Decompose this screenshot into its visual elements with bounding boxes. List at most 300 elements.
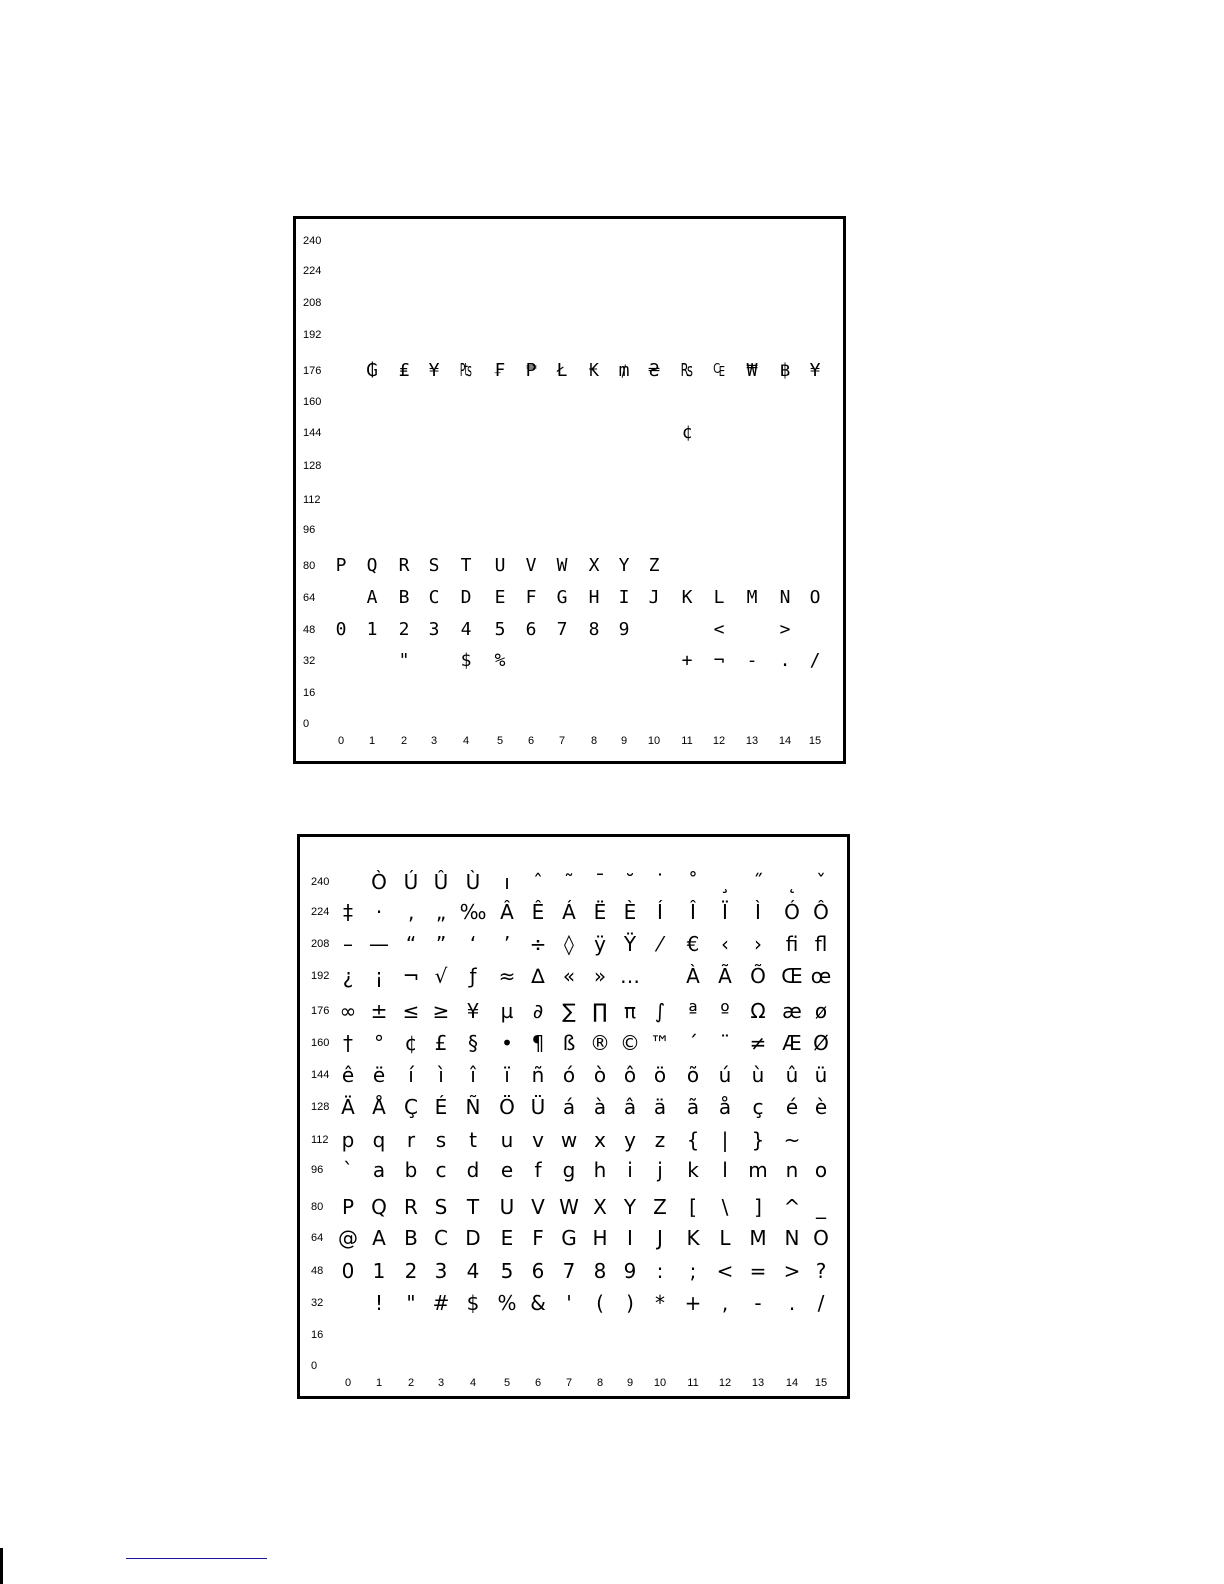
glyph-cell: ª <box>688 999 698 1023</box>
glyph-cell: ° <box>374 1031 384 1055</box>
glyph-cell: D <box>465 1226 481 1250</box>
glyph-cell: ◊ <box>564 932 574 956</box>
glyph-cell: $ <box>466 1291 480 1315</box>
glyph-cell: ≈ <box>498 964 516 988</box>
glyph-cell: U <box>494 555 506 576</box>
glyph-cell: í <box>408 1063 414 1087</box>
column-label: 7 <box>558 735 566 747</box>
glyph-cell: [ <box>689 1195 697 1219</box>
glyph-cell: ∫ <box>654 999 666 1023</box>
glyph-cell: ù <box>751 1063 765 1087</box>
glyph-cell: 9 <box>618 619 630 640</box>
glyph-cell: Í <box>657 900 663 924</box>
glyph-cell: ˝ <box>753 870 763 894</box>
row-label: 208 <box>303 297 322 309</box>
glyph-cell: ˆ <box>533 870 543 894</box>
glyph-cell: B <box>404 1226 418 1250</box>
glyph-cell: i <box>627 1158 633 1182</box>
row-label: 96 <box>303 524 316 536</box>
glyph-cell: 6 <box>531 1259 545 1283</box>
glyph-cell: ₩ <box>746 360 758 381</box>
glyph-cell: - <box>754 1291 762 1315</box>
glyph-cell: W <box>556 555 568 576</box>
glyph-cell: ñ <box>531 1063 545 1087</box>
glyph-cell: h <box>593 1158 607 1182</box>
glyph-cell: Ł <box>556 360 568 381</box>
glyph-cell: T <box>460 555 472 576</box>
glyph-cell: N <box>779 587 791 608</box>
column-label: 8 <box>596 1377 604 1389</box>
glyph-cell: ‚ <box>407 900 415 924</box>
glyph-cell: ‡ <box>343 900 353 924</box>
glyph-cell: ﬂ <box>814 932 828 956</box>
row-label: 144 <box>311 1069 330 1081</box>
glyph-cell: ₤ <box>398 360 410 381</box>
glyph-cell: Ê <box>531 900 545 924</box>
glyph-cell: | <box>721 1128 729 1152</box>
glyph-cell: ä <box>653 1095 667 1119</box>
glyph-cell: X <box>588 555 600 576</box>
glyph-cell: 6 <box>525 619 537 640</box>
column-label: 6 <box>534 1377 542 1389</box>
glyph-cell: Ω <box>750 999 766 1023</box>
glyph-cell: À <box>686 964 700 988</box>
row-label: 80 <box>303 560 316 572</box>
glyph-cell: ₱ <box>525 360 537 381</box>
glyph-cell: ⁄ <box>658 932 662 956</box>
glyph-cell: O <box>809 587 821 608</box>
glyph-cell: ( <box>596 1291 604 1315</box>
glyph-cell: ´ <box>688 1031 698 1055</box>
row-label: 144 <box>303 427 322 439</box>
glyph-cell: 1 <box>366 619 378 640</box>
glyph-cell: / <box>809 650 821 671</box>
row-label: 240 <box>311 876 330 888</box>
column-label: 14 <box>785 1377 799 1389</box>
glyph-cell: _ <box>816 1195 826 1219</box>
glyph-cell: Ä <box>341 1095 355 1119</box>
glyph-cell: ﬁ <box>785 932 799 956</box>
glyph-cell: ß <box>562 1031 576 1055</box>
column-label: 9 <box>626 1377 634 1389</box>
glyph-cell: Ó <box>784 900 800 924</box>
glyph-cell: z <box>654 1128 666 1152</box>
row-label: 176 <box>303 365 322 377</box>
glyph-cell: 5 <box>500 1259 514 1283</box>
glyph-cell: ? <box>815 1259 827 1283</box>
glyph-cell: @ <box>338 1226 358 1250</box>
glyph-cell: 7 <box>556 619 568 640</box>
column-label: 0 <box>337 735 345 747</box>
column-label: 9 <box>620 735 628 747</box>
glyph-cell: . <box>788 1291 796 1315</box>
glyph-cell: Q <box>366 555 378 576</box>
row-label: 16 <box>303 687 316 699</box>
glyph-cell: g <box>562 1158 576 1182</box>
row-label: 32 <box>311 1297 324 1309</box>
glyph-cell: Ñ <box>465 1095 481 1119</box>
glyph-cell: 8 <box>593 1259 607 1283</box>
glyph-cell: p <box>341 1128 355 1152</box>
glyph-cell: 9 <box>623 1259 637 1283</box>
column-label: 5 <box>496 735 504 747</box>
glyph-cell: Ç <box>404 1095 418 1119</box>
row-label: 208 <box>311 938 330 950</box>
glyph-cell: Ø <box>813 1031 829 1055</box>
column-label: 5 <box>503 1377 511 1389</box>
glyph-cell: ø <box>814 999 828 1023</box>
glyph-cell: ƒ <box>469 964 477 988</box>
glyph-cell: 2 <box>404 1259 418 1283</box>
glyph-cell: Ô <box>813 900 829 924</box>
row-label: 0 <box>311 1360 318 1372</box>
glyph-cell: G <box>556 587 568 608</box>
glyph-cell: ™ <box>650 1031 670 1055</box>
row-label: 112 <box>311 1134 329 1146</box>
glyph-cell: % <box>497 1291 517 1315</box>
glyph-cell: I <box>618 587 630 608</box>
glyph-cell: – <box>343 932 353 956</box>
glyph-cell: # <box>432 1291 450 1315</box>
row-label: 64 <box>311 1232 324 1244</box>
glyph-cell: ; <box>689 1259 697 1283</box>
glyph-cell: „ <box>435 900 447 924</box>
glyph-cell: ¥ <box>466 999 480 1023</box>
glyph-cell: › <box>754 932 762 956</box>
glyph-cell: : <box>656 1259 664 1283</box>
glyph-cell: ’ <box>503 932 511 956</box>
row-label: 80 <box>311 1201 324 1213</box>
glyph-cell: H <box>592 1226 608 1250</box>
glyph-cell: º <box>720 999 730 1023</box>
glyph-cell: t <box>469 1128 477 1152</box>
glyph-cell: Q <box>371 1195 387 1219</box>
glyph-cell: N <box>784 1226 800 1250</box>
glyph-cell: J <box>657 1226 663 1250</box>
glyph-cell: P <box>341 1195 355 1219</box>
glyph-cell: ฿ <box>779 360 791 381</box>
glyph-cell: ü <box>814 1063 828 1087</box>
glyph-cell: ) <box>626 1291 634 1315</box>
glyph-cell: ∆ <box>531 964 545 988</box>
glyph-cell: … <box>620 964 640 988</box>
glyph-cell: ∂ <box>532 999 544 1023</box>
glyph-cell: † <box>343 1031 353 1055</box>
charset-table-latin <box>297 834 850 1399</box>
glyph-cell: Ë <box>593 900 607 924</box>
glyph-cell: v <box>532 1128 544 1152</box>
glyph-cell: É <box>434 1095 448 1119</box>
glyph-cell: ˘ <box>625 870 635 894</box>
glyph-cell: Æ <box>782 1031 802 1055</box>
column-label: 0 <box>344 1377 352 1389</box>
column-label: 10 <box>647 735 661 747</box>
glyph-cell: J <box>648 587 660 608</box>
glyph-cell: K <box>681 587 693 608</box>
glyph-cell: Ÿ <box>623 932 637 956</box>
glyph-cell: $ <box>460 650 472 671</box>
glyph-cell: ı <box>504 870 510 894</box>
column-label: 15 <box>808 735 822 747</box>
glyph-cell: x <box>594 1128 606 1152</box>
column-label: 12 <box>718 1377 732 1389</box>
glyph-cell: ú <box>718 1063 732 1087</box>
glyph-cell: ¢ <box>404 1031 418 1055</box>
glyph-cell: ≠ <box>749 1031 767 1055</box>
glyph-cell: ‰ <box>459 900 487 924</box>
glyph-cell: B <box>398 587 410 608</box>
glyph-cell: = <box>749 1259 767 1283</box>
row-label: 192 <box>311 970 330 982</box>
glyph-cell: ₧ <box>460 360 472 381</box>
glyph-cell: w <box>560 1128 578 1152</box>
column-label: 11 <box>687 1377 699 1389</box>
glyph-cell: V <box>525 555 537 576</box>
glyph-cell: Û <box>433 870 449 894</box>
glyph-cell: € <box>686 932 700 956</box>
glyph-cell: G <box>561 1226 577 1250</box>
glyph-cell: u <box>500 1128 514 1152</box>
glyph-cell: é <box>785 1095 799 1119</box>
glyph-cell: C <box>434 1226 448 1250</box>
glyph-cell: ∑ <box>562 999 576 1023</box>
glyph-cell: ` <box>343 1158 353 1182</box>
glyph-cell: s <box>435 1128 447 1152</box>
glyph-cell: ¸ <box>720 870 730 894</box>
glyph-cell: y <box>624 1128 636 1152</box>
glyph-cell: ≥ <box>432 999 450 1023</box>
column-label: 15 <box>814 1377 828 1389</box>
glyph-cell: k <box>687 1158 699 1182</box>
glyph-cell: 0 <box>341 1259 355 1283</box>
glyph-cell: ¥ <box>809 360 821 381</box>
glyph-cell: Õ <box>750 964 766 988</box>
glyph-cell: a <box>372 1158 386 1182</box>
glyph-cell: ® <box>590 1031 610 1055</box>
glyph-cell: j <box>657 1158 663 1182</box>
glyph-cell: “ <box>405 932 417 956</box>
glyph-cell: > <box>779 619 791 640</box>
glyph-cell: q <box>372 1128 386 1152</box>
column-label: 7 <box>565 1377 573 1389</box>
glyph-cell: û <box>785 1063 799 1087</box>
glyph-cell: S <box>428 555 440 576</box>
row-label: 160 <box>303 396 322 408</box>
glyph-cell: · <box>375 900 383 924</box>
glyph-cell: I <box>627 1226 633 1250</box>
column-label: 2 <box>407 1377 415 1389</box>
glyph-cell: ₨ <box>681 360 693 381</box>
glyph-cell: \ <box>721 1195 729 1219</box>
glyph-cell: X <box>593 1195 607 1219</box>
glyph-cell: " <box>406 1291 416 1315</box>
column-label: 4 <box>469 1377 477 1389</box>
glyph-cell: ã <box>686 1095 700 1119</box>
glyph-cell: Z <box>648 555 660 576</box>
row-label: 48 <box>303 624 316 636</box>
glyph-cell: D <box>460 587 472 608</box>
glyph-cell: 5 <box>494 619 506 640</box>
glyph-cell: ç <box>752 1095 764 1119</box>
glyph-cell: F <box>525 587 537 608</box>
row-label: 160 <box>311 1037 330 1049</box>
glyph-cell: Ú <box>403 870 419 894</box>
glyph-cell: √ <box>434 964 448 988</box>
glyph-cell: £ <box>434 1031 448 1055</box>
glyph-cell: ¢ <box>681 422 693 443</box>
glyph-cell: ì <box>438 1063 444 1087</box>
glyph-cell: ₠ <box>713 360 725 381</box>
glyph-cell: ê <box>341 1063 355 1087</box>
glyph-cell: " <box>398 650 410 671</box>
glyph-cell: ˙ <box>655 870 665 894</box>
column-label: 1 <box>368 735 376 747</box>
glyph-cell: V <box>531 1195 545 1219</box>
glyph-cell: S <box>434 1195 448 1219</box>
glyph-cell: c <box>435 1158 447 1182</box>
glyph-cell: © <box>620 1031 640 1055</box>
glyph-cell: K <box>686 1226 700 1250</box>
glyph-cell: 3 <box>428 619 440 640</box>
glyph-cell: î <box>470 1063 476 1087</box>
glyph-cell: 1 <box>372 1259 386 1283</box>
glyph-cell: } <box>751 1128 765 1152</box>
glyph-cell: ₣ <box>494 360 506 381</box>
glyph-cell: ₥ <box>618 360 630 381</box>
glyph-cell: R <box>404 1195 418 1219</box>
glyph-cell: < <box>713 619 725 640</box>
glyph-cell: ÿ <box>594 932 606 956</box>
glyph-cell: C <box>428 587 440 608</box>
row-label: 96 <box>311 1164 324 1176</box>
glyph-cell: , <box>721 1291 729 1315</box>
glyph-cell: ! <box>374 1291 384 1315</box>
glyph-cell: n <box>785 1158 799 1182</box>
glyph-cell: ó <box>562 1063 576 1087</box>
glyph-cell: ± <box>370 999 388 1023</box>
glyph-cell: 2 <box>398 619 410 640</box>
glyph-cell: Ã <box>718 964 732 988</box>
glyph-cell: á <box>562 1095 576 1119</box>
glyph-cell: õ <box>686 1063 700 1087</box>
column-label: 13 <box>745 735 759 747</box>
row-label: 128 <box>303 460 322 472</box>
row-label: 192 <box>303 329 322 341</box>
glyph-cell: T <box>466 1195 480 1219</box>
glyph-cell: W <box>559 1195 579 1219</box>
glyph-cell: R <box>398 555 410 576</box>
row-label: 128 <box>311 1101 330 1113</box>
glyph-cell: ∞ <box>339 999 357 1023</box>
glyph-cell: ˛ <box>787 870 797 894</box>
glyph-cell: . <box>779 650 791 671</box>
glyph-cell: 3 <box>434 1259 448 1283</box>
row-label: 0 <box>303 718 310 730</box>
glyph-cell: b <box>404 1158 418 1182</box>
glyph-cell: 7 <box>562 1259 576 1283</box>
glyph-cell: o <box>814 1158 828 1182</box>
glyph-cell: µ <box>500 999 514 1023</box>
glyph-cell: e <box>500 1158 514 1182</box>
glyph-cell: ï <box>504 1063 510 1087</box>
column-label: 8 <box>590 735 598 747</box>
column-label: 3 <box>430 735 438 747</box>
column-label: 4 <box>462 735 470 747</box>
glyph-cell: ¬ <box>402 964 420 988</box>
glyph-cell: » <box>593 964 607 988</box>
glyph-cell: > <box>783 1259 801 1283</box>
glyph-cell: 8 <box>588 619 600 640</box>
glyph-cell: ô <box>623 1063 637 1087</box>
glyph-cell: ¡ <box>374 964 384 988</box>
glyph-cell: P <box>335 555 347 576</box>
glyph-cell: ” <box>435 932 447 956</box>
glyph-cell: ~ <box>783 1128 801 1152</box>
glyph-cell: ₲ <box>366 360 378 381</box>
glyph-cell: ¿ <box>342 964 354 988</box>
glyph-cell: ₭ <box>588 360 600 381</box>
glyph-cell: ë <box>372 1063 386 1087</box>
glyph-cell: ¶ <box>531 1031 545 1055</box>
column-label: 1 <box>375 1377 383 1389</box>
glyph-cell: ˚ <box>688 870 698 894</box>
glyph-cell: ò <box>593 1063 607 1087</box>
glyph-cell: π <box>623 999 637 1023</box>
glyph-cell: l <box>722 1158 728 1182</box>
glyph-cell: ∏ <box>592 999 608 1023</box>
column-label: 3 <box>437 1377 445 1389</box>
glyph-cell: ¥ <box>428 360 440 381</box>
footnote-rule <box>126 1558 267 1559</box>
glyph-cell: ˜ <box>564 870 574 894</box>
column-label: 6 <box>527 735 535 747</box>
glyph-cell: H <box>588 587 600 608</box>
glyph-cell: Ü <box>530 1095 546 1119</box>
margin-mark <box>0 1548 3 1584</box>
row-label: 48 <box>311 1265 324 1277</box>
column-label: 14 <box>778 735 792 747</box>
glyph-cell: ₴ <box>648 360 660 381</box>
glyph-cell: œ <box>810 964 832 988</box>
column-label: 13 <box>751 1377 765 1389</box>
glyph-cell: E <box>500 1226 514 1250</box>
glyph-cell: M <box>749 1226 767 1250</box>
glyph-cell: { <box>686 1128 700 1152</box>
glyph-cell: ≤ <box>402 999 420 1023</box>
glyph-cell: Î <box>690 900 696 924</box>
glyph-cell: d <box>466 1158 480 1182</box>
row-label: 32 <box>303 655 316 667</box>
glyph-cell: Z <box>653 1195 667 1219</box>
glyph-cell: 4 <box>466 1259 480 1283</box>
glyph-cell: Œ <box>781 964 803 988</box>
row-label: 240 <box>303 235 322 247</box>
glyph-cell: ö <box>653 1063 667 1087</box>
charset-table-ocr <box>293 216 846 764</box>
glyph-cell: Y <box>618 555 630 576</box>
glyph-cell: Ò <box>371 870 387 894</box>
glyph-cell: â <box>623 1095 637 1119</box>
glyph-cell: § <box>468 1031 478 1055</box>
glyph-cell: / <box>817 1291 825 1315</box>
row-label: 64 <box>303 592 316 604</box>
glyph-cell: à <box>593 1095 607 1119</box>
glyph-cell: ‘ <box>469 932 477 956</box>
glyph-cell: å <box>718 1095 732 1119</box>
row-label: 176 <box>311 1005 330 1017</box>
glyph-cell: + <box>684 1291 702 1315</box>
glyph-cell: M <box>746 587 758 608</box>
